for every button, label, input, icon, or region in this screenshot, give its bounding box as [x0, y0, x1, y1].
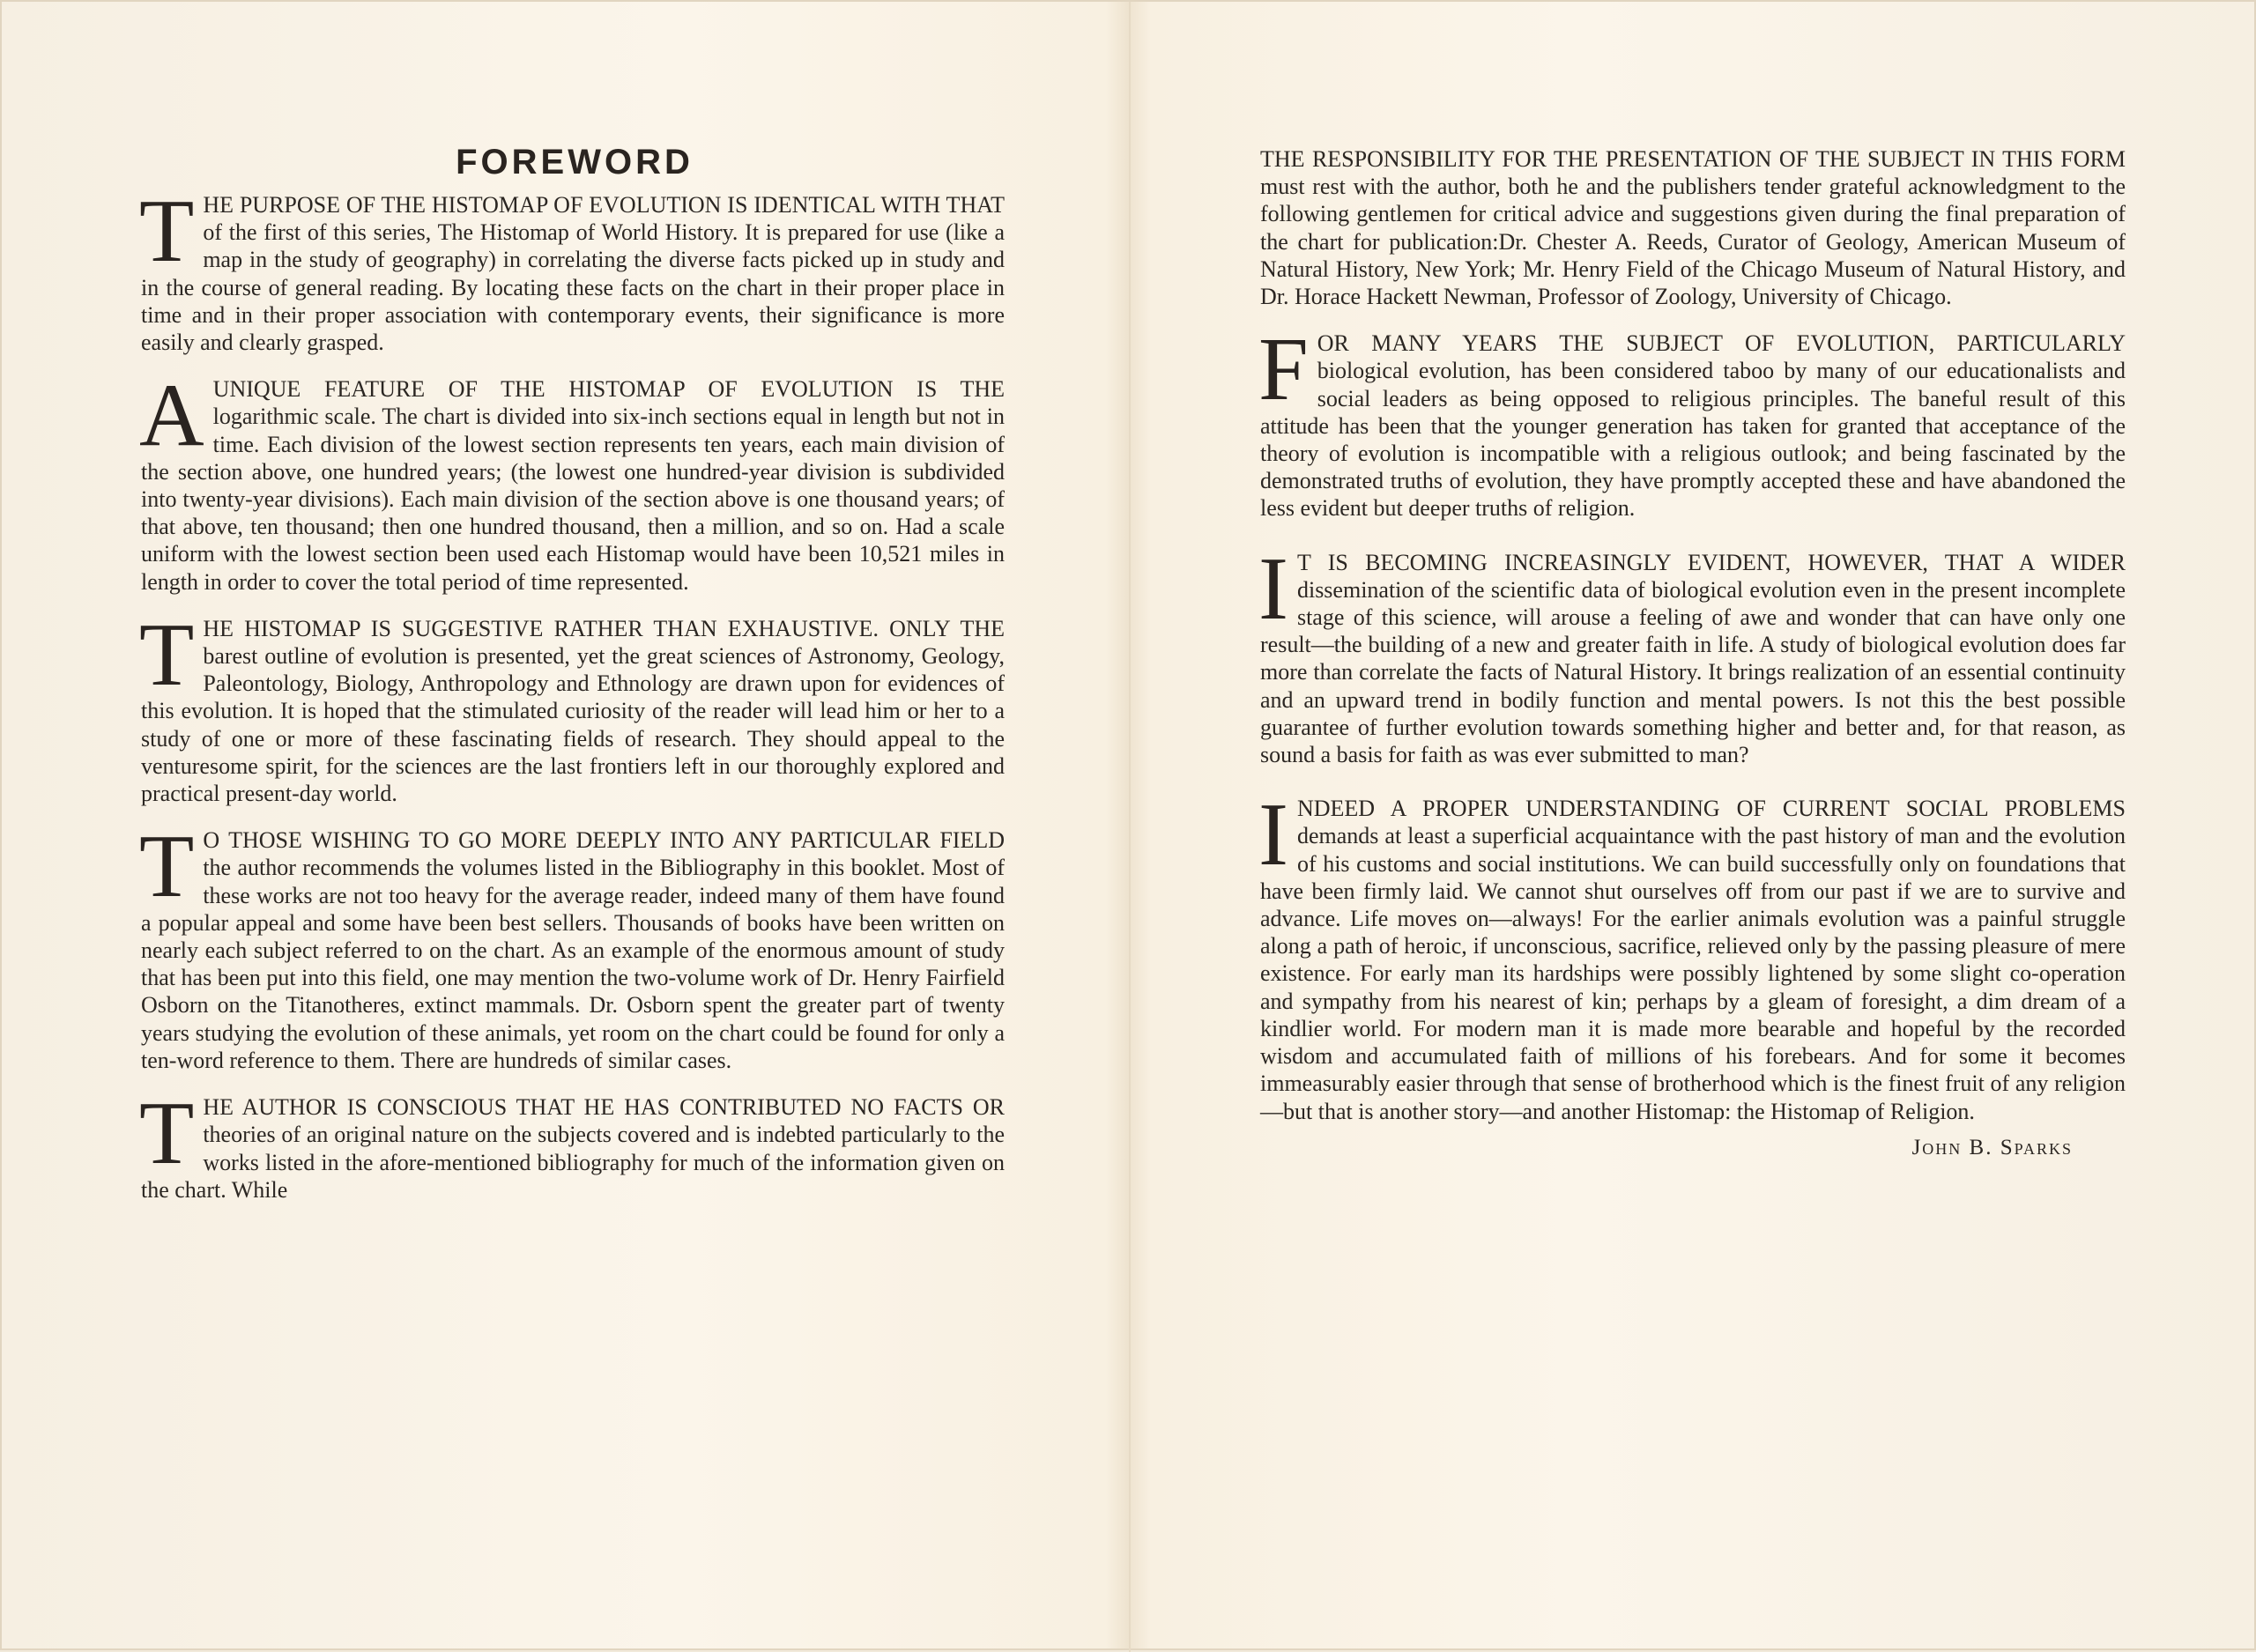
paragraph-text: becoming increasingly evident, however, that a wider dissemination of the scientific data of biological evolution even in the present incomplete stage of this science, will arouse a feeling of awe and wonder that can have only one result—the building of a new and greater faith in life. A study of biological evolution does far more than correlate the facts of Natural History. It brings realization of an essential continuity and an upward trend in bodily function and mental powers. Is not this the best possible guarantee of further evolution towards something higher and better and, for that reason, as sound a basis for faith as was ever submitted to man? [1260, 549, 2126, 768]
lead-word: OR [1317, 330, 1349, 357]
lead-word: T IS [1296, 549, 1348, 575]
paragraph-dissemination [1258, 538, 2126, 769]
drop-cap: T [139, 817, 195, 917]
paragraph-text: purpose of the Histomap of Evolution is identical with that of the first of this series, The Histomap of World History. It is prepared for use (like a map in the study of geography) in correlating the diverse facts picked up in study and in the course of general reading. By locating these facts on the chart in their proper place in time and in their proper association with contemporary events, their significance is more easily and clearly grasped. [141, 192, 1005, 356]
paragraph-logarithmic-scale [139, 366, 1005, 596]
paragraph-text: wishing to go more deeply into any particular field the author recommends the volumes listed in the Bibliography in this booklet. Most of these works are not too heavy for the average reader, indeed many of them have found a popular appeal and some have been best sellers. Thousands of books have been written on nearly each subject referred to on the chart. As an example of the enormous amount of study that has been put into this field, one may mention the two-volume work of Dr. Henry Fairfield Osborn on the Titanotheres, extinct mammals. Dr. Osborn spent the greater part of twenty years studying the evolution of these animals, yet room on the chart could be found for only a ten-word reference to them. There are hundreds of similar cases. [141, 827, 1005, 1073]
left-column [141, 143, 1005, 1223]
paragraph-author-conscious [139, 1084, 1005, 1204]
lead-word: HE [203, 615, 234, 641]
paragraph-text: feature of the Histomap of Evolution is the logarithmic scale. The chart is divided into six-inch sections equal in length but not in time. Each division of the lowest section represents ten years, each main division of the section above, one hundred years; (the lowest one hundred-year division is subdivided into twenty-year divisions). Each main division of the section above is one thousand years; of that above, ten thousand; then one hundred thousand, then a million, and so on. Had a scale uniform with the lowest section been used each Histomap would have been 10,521 miles in length in order to cover the total period of time represented. [141, 376, 1005, 595]
drop-cap: F [1258, 320, 1309, 420]
paragraph-text: author is conscious that he has contributed no facts or theories of an original nature on the subjects covered and is indebted particularly to the works listed in the afore-mentioned bibliography for much of the information given on the chart. While [141, 1094, 1005, 1203]
paragraph-suggestive [139, 604, 1005, 807]
paragraph-text: a proper understanding of current social problems demands at least a superficial acquaintance with the past history of man and the evolution of his customs and social institutions. We can build successfully only on foundations that have been firmly laid. We cannot shut ourselves off from our past if we are to survive and advance. Life moves on—always! For the earlier animals evolution was a painful struggle along a path of heroic, if unconscious, sacrifice, relieved only by the passing pleasure of mere existence. For early man its hardships were possibly lightened by some slight co-operation and sympathy from his nearest of kin; perhaps by a gleam of foresight, a dim dream of a kindlier world. For modern man it is made more bearable and hopeful by the recorded wisdom and accumulated faith of millions of his forebears. And for some it becomes immeasurably easier through that sense of brotherhood which is the finest fruit of any religion—but that is another story—and another Histomap: the Histomap of Religion. [1260, 796, 2126, 1124]
lead-word: HE [203, 1094, 234, 1121]
left-page [2, 2, 1130, 1652]
drop-cap: T [139, 1084, 195, 1184]
author-signature: John B. Sparks [1911, 1135, 2073, 1159]
drop-cap: I [1258, 538, 1288, 639]
right-page [1130, 2, 2256, 1652]
paragraph-text: Histomap is suggestive rather than exhaustive. Only the barest outline of evolution is presented, yet the great sciences of Astronomy, Geology, Paleontology, Biology, Anthropology and Ethnology are drawn upon for evidences of this evolution. It is hoped that the stimulated curiosity of the reader will lead him or her to a study of one or more of these fascinating fields of research. They should appeal to the venturesome spirit, for the sciences are the last frontiers left in our thoroughly explored and practical present-day world. [141, 615, 1005, 807]
lead-word: UNIQUE [212, 376, 301, 403]
drop-cap: T [139, 181, 195, 281]
paragraph-bibliography [139, 817, 1005, 1074]
drop-cap: I [1258, 785, 1288, 885]
paragraph-taboo [1258, 320, 2126, 522]
lead-word: O THOSE [203, 827, 302, 854]
lead-word: NDEED [1296, 796, 1376, 822]
paragraph-continuation: THE RESPONSIBILITY FOR THE PRESENTATION OF THE SUBJECT IN THIS FORM must rest with the author, both he and the publishers tender grateful acknowledgment to the following gentlemen for critical advice and suggestions given during the final preparation of the chart for publication:Dr. Chester A. Reeds, Curator of Geology, American Museum of Natural History, New York; Mr. Henry Field of the Chicago Museum of Natural History, and Dr. Horace Hackett Newman, Professor of Zoology, University of Chicago. [1260, 146, 2126, 310]
drop-cap: A [139, 366, 204, 466]
lead-word: HE [203, 192, 234, 218]
paragraph-indeed [1258, 785, 2126, 1124]
right-column [1260, 145, 2126, 1160]
paragraph-purpose [139, 181, 1005, 356]
paragraph-text: many years the subject of evolution, particularly biological evolution, has been considered taboo by many of our educationalists and social leaders as being opposed to religious principles. The baneful result of this attitude has been that the younger generation has taken for granted that acceptance of the theory of evolution is incompatible with a religious outlook; and being fascinated by the demonstrated truths of evolution, they have promptly accepted these and have abandoned the less evident but deeper truths of religion. [1260, 330, 2126, 522]
drop-cap: T [139, 604, 195, 705]
page-title: FOREWORD [456, 143, 694, 181]
